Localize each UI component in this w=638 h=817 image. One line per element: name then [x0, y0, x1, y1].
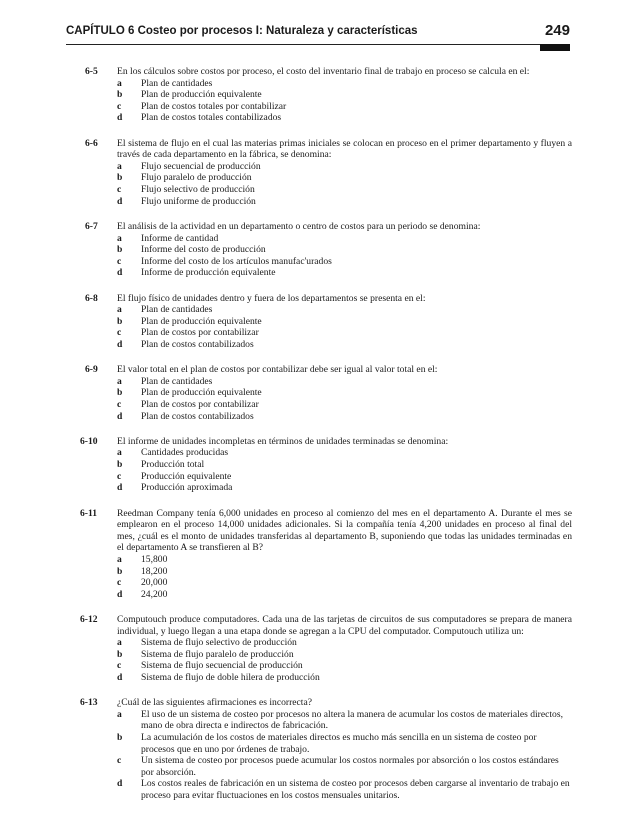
answer-option: [117, 78, 572, 90]
option-text: Los costos reales de fabricación en un sistema de costeo por procesos deben cargarse al inventario de trabajo en proceso para evitar fluctuaciones en los costos mensuales unitarios.: [141, 778, 570, 801]
question-item: [66, 436, 572, 494]
answer-option: [117, 672, 572, 684]
option-letter: a: [117, 304, 122, 316]
option-text: 15,800: [141, 553, 168, 565]
question-stem: En los cálculos sobre costos por proceso, el costo del inventario final de trabajo en proceso se calcula en el:: [117, 66, 530, 77]
question-number: 6-13: [80, 697, 98, 709]
option-letter: a: [117, 447, 122, 459]
answer-option: [117, 267, 572, 279]
answer-option: [117, 566, 572, 578]
option-letter: a: [117, 160, 122, 172]
option-text: Plan de costos totales por contabilizar: [141, 100, 287, 112]
question-item: [66, 508, 572, 601]
option-text: Plan de producción equivalente: [141, 387, 262, 399]
option-text: 18,200: [141, 565, 168, 577]
question-stem: El sistema de flujo en el cual las materias primas iniciales se colocan en proceso en el primer departamento y fluyen a través de cada departamento en la fábrica, se denomina:: [117, 137, 572, 161]
answer-option: [117, 233, 572, 245]
option-letter: c: [117, 755, 122, 767]
answer-option: [117, 778, 572, 801]
option-letter: d: [117, 410, 123, 422]
header-tab-mark: [540, 44, 570, 51]
answer-option: [117, 316, 572, 328]
option-letter: d: [117, 338, 123, 350]
answer-option: [117, 184, 572, 196]
option-letter: b: [117, 315, 123, 327]
question-number: 6-5: [85, 66, 98, 77]
chapter-title: [66, 25, 418, 37]
answer-option: [117, 244, 572, 256]
option-text: Informe de cantidad: [141, 232, 219, 244]
option-letter: c: [117, 255, 122, 267]
answer-option: [117, 660, 572, 672]
question-number: 6-12: [80, 613, 98, 625]
page-number: 249: [544, 22, 570, 39]
option-text: Plan de cantidades: [141, 375, 213, 387]
question-number: 6-8: [85, 292, 98, 304]
option-text: Sistema de flujo paralelo de producción: [141, 648, 294, 660]
option-text: Informe del costo de producción: [141, 244, 266, 256]
answer-option: [117, 161, 572, 173]
option-text: Plan de producción equivalente: [141, 315, 262, 327]
answer-option: [117, 554, 572, 566]
option-letter: a: [117, 77, 122, 89]
answer-option: [117, 339, 572, 351]
option-letter: d: [117, 482, 123, 494]
option-letter: d: [117, 671, 123, 683]
option-text: Plan de costos por contabilizar: [141, 327, 259, 339]
answer-option: [117, 471, 572, 483]
question-item: [66, 293, 572, 351]
question-item: [66, 364, 572, 422]
option-letter: c: [117, 100, 122, 112]
option-letter: a: [117, 553, 122, 565]
option-letter: d: [117, 588, 123, 600]
option-text: Flujo secuencial de producción: [141, 160, 261, 172]
question-number: 6-7: [85, 220, 98, 232]
option-letter: b: [117, 565, 123, 577]
chapter-prefix: CAPÍTULO 6: [66, 25, 135, 37]
option-text: Plan de cantidades: [141, 304, 213, 316]
question-number: 6-9: [85, 364, 98, 376]
option-text: Sistema de flujo selectivo de producción: [141, 637, 297, 649]
answer-option: [117, 482, 572, 494]
answer-option: [117, 101, 572, 113]
option-letter: b: [117, 387, 123, 399]
question-stem: El análisis de la actividad en un departamento o centro de costos para un periodo se denomina:: [117, 220, 481, 232]
answer-option: [117, 196, 572, 208]
option-text: 24,200: [141, 588, 168, 600]
option-text: Informe de producción equivalente: [141, 267, 276, 279]
option-text: Plan de costos por contabilizar: [141, 399, 259, 410]
answer-option: [117, 447, 572, 459]
option-letter: d: [117, 778, 123, 790]
answer-option: [117, 732, 572, 755]
option-text: Flujo paralelo de producción: [141, 172, 252, 184]
option-text: La acumulación de los costos de materiales directos es mucho más sencilla en un sistema de costeo por procesos que en uno por órdenes de trabajo.: [141, 732, 537, 755]
answer-option: [117, 459, 572, 471]
option-letter: a: [117, 708, 122, 720]
option-text: 20,000: [141, 577, 168, 589]
option-letter: b: [117, 244, 123, 256]
option-text: Informe del costo de los artículos manufac'urados: [141, 255, 332, 267]
question-stem: Computouch produce computadores. Cada una de las tarjetas de circuitos de sus computadores se prepara de manera individual, y luego llegan a una etapa donde se agregan a la CPU del computador. Computouch utiliza un:: [117, 613, 572, 637]
option-letter: d: [117, 112, 123, 124]
option-text: El uso de un sistema de costeo por procesos no altera la manera de acumular los costos de materiales directos, mano de obra directa e indirectos de fabricación.: [141, 708, 563, 732]
option-letter: d: [117, 195, 123, 207]
answer-option: [117, 327, 572, 339]
answer-option: [117, 649, 572, 661]
answer-option: [117, 172, 572, 184]
answer-option: [117, 755, 572, 778]
option-letter: b: [117, 459, 123, 471]
option-letter: a: [117, 375, 122, 387]
answer-option: [117, 112, 572, 124]
answer-option: [117, 589, 572, 601]
question-item: [66, 221, 572, 279]
option-letter: c: [117, 399, 122, 410]
option-text: Un sistema de costeo por procesos puede acumular los costos normales por absorción o los costos estándares por absorción.: [141, 755, 559, 778]
running-header: [66, 22, 570, 42]
answer-option: [117, 387, 572, 399]
option-text: Plan de cantidades: [141, 77, 213, 89]
question-item: [66, 66, 572, 124]
option-letter: c: [117, 470, 122, 482]
option-text: Cantidades producidas: [141, 447, 229, 459]
answer-option: [117, 637, 572, 649]
option-text: Sistema de flujo secuencial de producción: [141, 660, 303, 672]
option-letter: b: [117, 172, 123, 184]
question-item: [66, 697, 572, 801]
option-text: Flujo selectivo de producción: [141, 184, 255, 196]
option-text: Sistema de flujo de doble hilera de producción: [141, 671, 320, 683]
option-text: Flujo uniforme de producción: [141, 195, 256, 207]
option-text: Producción aproximada: [141, 482, 233, 494]
question-stem: Reedman Company tenía 6,000 unidades en proceso al comienzo del mes en el departamento A. Durante el mes se emplearon en el proceso 14,000 unidades adicionales. Si la compañía tenía 4,200 unidades en proceso al final del mes, ¿cuál es el monto de unidades transferidas al departamento B, suponiendo que todas las unidades terminadas en el departamento A se transfieren al B?: [117, 507, 572, 554]
question-stem: El flujo físico de unidades dentro y fuera de los departamentos se presenta en el:: [117, 292, 426, 304]
option-text: Plan de costos totales contabilizados: [141, 112, 282, 124]
question-list: [66, 66, 572, 815]
question-stem: El valor total en el plan de costos por contabilizar debe ser igual al valor total en el:: [117, 364, 438, 376]
option-letter: a: [117, 637, 122, 649]
option-letter: a: [117, 232, 122, 244]
chapter-title-text: Costeo por procesos I: Naturaleza y características: [137, 25, 418, 37]
option-letter: c: [117, 184, 122, 196]
answer-option: [117, 709, 572, 732]
option-letter: c: [117, 660, 122, 672]
option-letter: c: [117, 327, 122, 339]
question-number: 6-10: [80, 435, 98, 447]
question-number: 6-11: [80, 507, 98, 519]
option-text: Plan de costos contabilizados: [141, 410, 254, 422]
header-rule: [66, 44, 570, 45]
answer-option: [117, 256, 572, 268]
answer-option: [117, 411, 572, 423]
option-text: Producción total: [141, 459, 205, 471]
option-letter: d: [117, 267, 123, 279]
answer-option: [117, 376, 572, 388]
option-letter: b: [117, 89, 123, 101]
option-text: Producción equivalente: [141, 470, 232, 482]
question-item: [66, 138, 572, 208]
question-stem: El informe de unidades incompletas en términos de unidades terminadas se denomina:: [117, 435, 449, 447]
option-letter: b: [117, 732, 123, 743]
answer-option: [117, 577, 572, 589]
question-number: 6-6: [85, 137, 98, 149]
answer-option: [117, 304, 572, 316]
question-item: [66, 614, 572, 684]
option-letter: b: [117, 648, 123, 660]
question-stem: ¿Cuál de las siguientes afirmaciones es incorrecta?: [117, 697, 312, 709]
option-text: Plan de costos contabilizados: [141, 338, 254, 350]
option-text: Plan de producción equivalente: [141, 89, 262, 101]
option-letter: c: [117, 577, 122, 589]
answer-option: [117, 399, 572, 411]
answer-option: [117, 89, 572, 101]
